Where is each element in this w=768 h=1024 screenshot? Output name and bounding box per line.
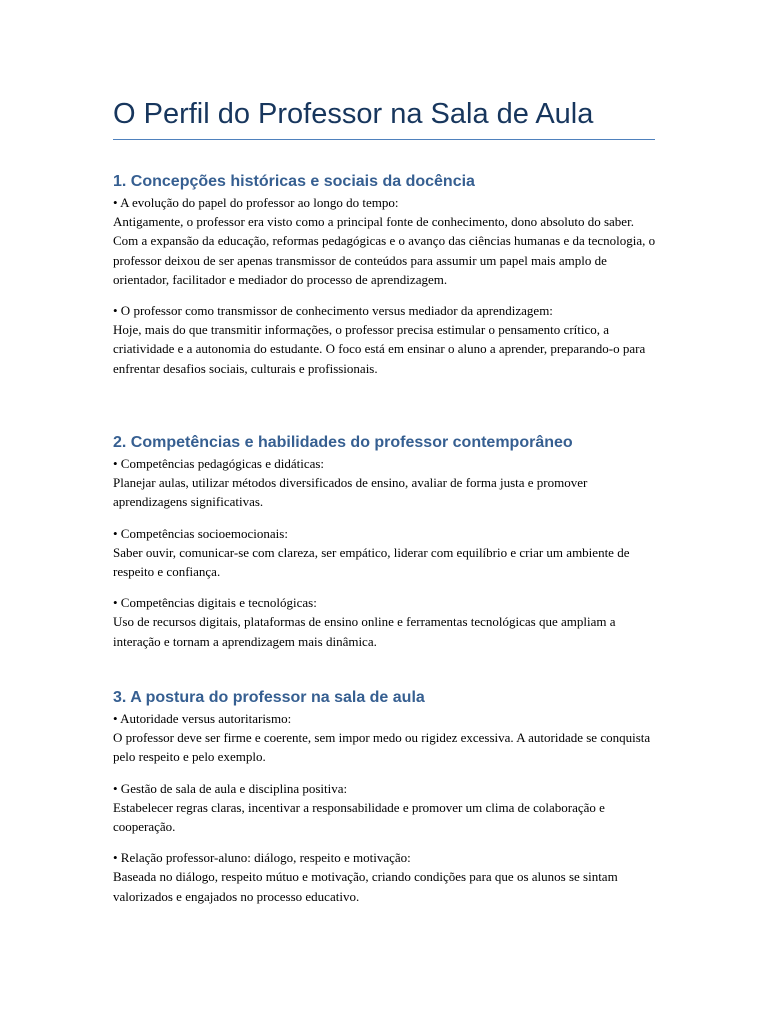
section-heading: 2. Competências e habilidades do professor contemporâneo: [113, 434, 573, 451]
section-historical-conceptions: [113, 171, 656, 378]
list-item: [113, 709, 656, 767]
list-item: [113, 193, 656, 289]
bullet-body: Saber ouvir, comunicar-se com clareza, ser empático, liderar com equilíbrio e criar um ambiente de respeito e confiança.: [113, 544, 630, 580]
list-item: [113, 524, 656, 582]
bullet-body: O professor deve ser firme e coerente, sem impor medo ou rigidez excessiva. A autoridade se conquista pelo respeito e pelo exemplo.: [113, 730, 651, 765]
list-item: [113, 848, 656, 906]
section-competencies: [113, 432, 656, 651]
bullet-body: Planejar aulas, utilizar métodos diversificados de ensino, avaliar de forma justa e promover aprendizagens significativas.: [113, 475, 588, 510]
section-heading: 3. A postura do professor na sala de aula: [113, 689, 425, 706]
bullet-heading: • Gestão de sala de aula e disciplina positiva:: [113, 780, 348, 796]
bullet-heading: • O professor como transmissor de conhecimento versus mediador da aprendizagem:: [113, 303, 553, 319]
list-item: [113, 454, 656, 512]
bullet-body: Antigamente, o professor era visto como a principal fonte de conhecimento, dono absoluto do saber. Com a expansão da educação, reformas pedagógicas e o avanço das ciências humanas e da tecnologia, o professor deixou de ser apenas transmissor de conteúdos para assumir um papel mais amplo de orientador, facilitador e mediador do processo de aprendizagem.: [113, 214, 656, 287]
bullet-heading: • A evolução do papel do professor ao longo do tempo:: [113, 195, 399, 210]
bullet-heading: • Competências digitais e tecnológicas:: [113, 595, 317, 611]
bullet-body: Uso de recursos digitais, plataformas de ensino online e ferramentas tecnológicas que ampliam a interação e tornam a aprendizagem mais dinâmica.: [113, 614, 616, 649]
section-classroom-posture: [113, 687, 656, 906]
list-item: [113, 593, 656, 651]
bullet-body: Hoje, mais do que transmitir informações, o professor precisa estimular o pensamento crítico, a criatividade e a autonomia do estudante. O foco está em ensinar o aluno a aprender, preparando-o para enfrentar desafios sociais, culturais e profissionais.: [113, 322, 646, 376]
document-title: O Perfil do Professor na Sala de Aula: [113, 98, 594, 130]
bullet-body: Estabelecer regras claras, incentivar a responsabilidade e promover um clima de colaboração e cooperação.: [113, 799, 605, 835]
list-item: [113, 779, 656, 837]
bullet-heading: • Competências pedagógicas e didáticas:: [113, 456, 325, 471]
title-underline: [113, 139, 655, 140]
bullet-body: Baseada no diálogo, respeito mútuo e motivação, criando condições para que os alunos se sintam valorizados e engajados no processo educativo.: [113, 869, 618, 904]
bullet-heading: • Autoridade versus autoritarismo:: [113, 711, 292, 726]
bullet-heading: • Competências socioemocionais:: [113, 525, 288, 541]
bullet-heading: • Relação professor-aluno: diálogo, respeito e motivação:: [113, 850, 411, 866]
section-heading: 1. Concepções históricas e sociais da docência: [113, 173, 475, 190]
list-item: [113, 301, 656, 378]
